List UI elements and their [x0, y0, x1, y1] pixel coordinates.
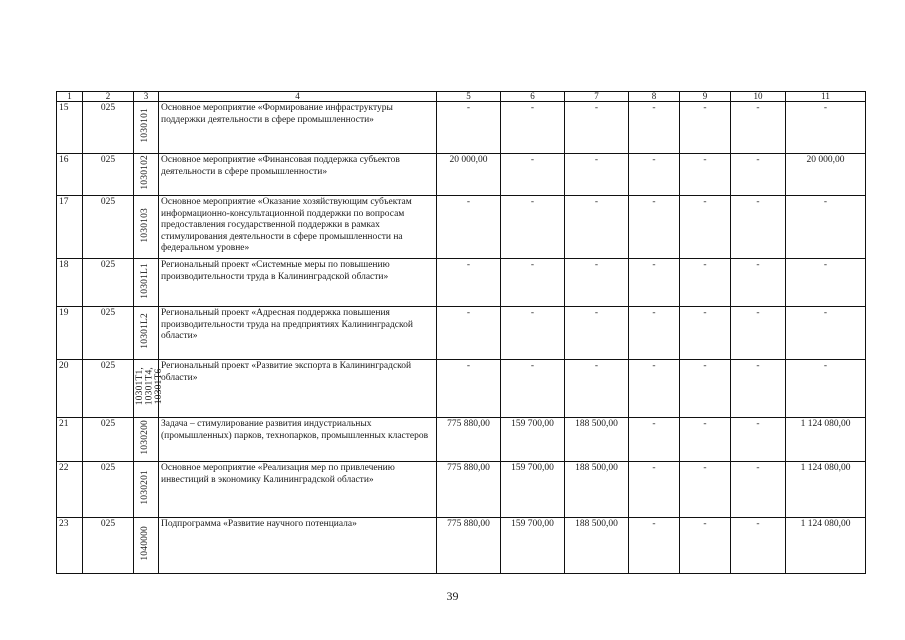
- row-value-cell: -: [786, 102, 866, 154]
- row-description: Основное мероприятие «Оказание хозяйствующим субъектам информационно-консультационной поддержки по вопросам предоставления государственной поддержки в рамках стимулирования деятельности в сфере промышленности на федеральном уровне»: [159, 196, 437, 259]
- column-header: 8: [629, 92, 680, 102]
- row-description: Основное мероприятие «Формирование инфраструктуры поддержки деятельности в сфере промышленности»: [159, 102, 437, 154]
- budget-table: [56, 91, 866, 574]
- row-value-cell: -: [731, 307, 786, 360]
- page-number: 39: [446, 589, 459, 603]
- row-value-cell: -: [629, 307, 680, 360]
- classification-code-text: 1040000: [140, 526, 151, 561]
- row-value-cell: -: [501, 196, 565, 259]
- row-group-code: 025: [83, 518, 134, 574]
- row-classification-code: [134, 462, 159, 518]
- row-value-cell: -: [629, 418, 680, 462]
- column-header: 7: [565, 92, 629, 102]
- row-value-cell: -: [565, 307, 629, 360]
- row-value-cell: -: [731, 518, 786, 574]
- row-value-cell: 1 124 080,00: [786, 418, 866, 462]
- column-header-row: [57, 92, 866, 102]
- row-value-cell: -: [786, 307, 866, 360]
- row-number: 20: [57, 360, 83, 418]
- table-row: [57, 518, 866, 574]
- row-value-cell: -: [786, 360, 866, 418]
- row-classification-code: [134, 307, 159, 360]
- row-value-cell: -: [680, 154, 731, 196]
- classification-code-text: 1030102: [140, 155, 151, 190]
- table-row: [57, 307, 866, 360]
- row-value-cell: -: [501, 259, 565, 307]
- row-value-cell: -: [629, 102, 680, 154]
- row-classification-code: [134, 360, 164, 418]
- table-body: [57, 92, 866, 574]
- classification-code-text: 10301L2: [140, 313, 151, 349]
- row-group-code: 025: [83, 154, 134, 196]
- table-row: [57, 360, 866, 418]
- row-value-cell: -: [501, 102, 565, 154]
- row-value-cell: -: [731, 418, 786, 462]
- row-number: 18: [57, 259, 83, 307]
- row-description: Основное мероприятие «Финансовая поддержка субъектов деятельности в сфере промышленности»: [159, 154, 437, 196]
- row-description: Подпрограмма «Развитие научного потенциала»: [159, 518, 437, 574]
- row-classification-code: [134, 196, 159, 259]
- row-group-code: 025: [83, 418, 134, 462]
- classification-code-text: 10301L1: [140, 262, 151, 299]
- row-description: Основное мероприятие «Реализация мер по привлечению инвестиций в экономику Калининградской области»: [159, 462, 437, 518]
- row-value-cell: -: [565, 196, 629, 259]
- row-value-cell: -: [786, 259, 866, 307]
- row-value-cell: -: [731, 102, 786, 154]
- classification-code-text: 10301T1, 10301T4, 10301T6: [135, 367, 164, 406]
- row-number: 19: [57, 307, 83, 360]
- row-value-cell: 188 500,00: [565, 462, 629, 518]
- row-value-cell: -: [437, 102, 501, 154]
- row-value-cell: -: [786, 196, 866, 259]
- row-value-cell: 159 700,00: [501, 518, 565, 574]
- row-value-cell: 188 500,00: [565, 418, 629, 462]
- row-value-cell: -: [680, 360, 731, 418]
- classification-code-text: 1030101: [140, 107, 151, 143]
- column-header: 6: [501, 92, 565, 102]
- row-value-cell: 1 124 080,00: [786, 518, 866, 574]
- row-value-cell: -: [680, 418, 731, 462]
- classification-code-text: 1030103: [140, 207, 151, 243]
- row-number: 16: [57, 154, 83, 196]
- column-header: 5: [437, 92, 501, 102]
- row-classification-code: [134, 259, 159, 307]
- table-row: [57, 154, 866, 196]
- row-value-cell: -: [680, 307, 731, 360]
- row-number: 21: [57, 418, 83, 462]
- row-classification-code: [134, 102, 159, 154]
- row-number: 17: [57, 196, 83, 259]
- table-row: [57, 462, 866, 518]
- column-header: 1: [57, 92, 83, 102]
- row-group-code: 025: [83, 360, 134, 418]
- row-classification-code: [134, 154, 159, 196]
- row-group-code: 025: [83, 102, 134, 154]
- row-value-cell: -: [565, 154, 629, 196]
- row-group-code: 025: [83, 259, 134, 307]
- row-group-code: 025: [83, 462, 134, 518]
- row-value-cell: -: [680, 518, 731, 574]
- row-value-cell: -: [437, 360, 501, 418]
- table-row: [57, 102, 866, 154]
- row-value-cell: -: [437, 307, 501, 360]
- classification-code-text: 1030200: [140, 420, 151, 455]
- row-value-cell: -: [629, 196, 680, 259]
- row-value-cell: 1 124 080,00: [786, 462, 866, 518]
- row-value-cell: -: [629, 360, 680, 418]
- row-value-cell: -: [731, 196, 786, 259]
- row-group-code: 025: [83, 307, 134, 360]
- row-value-cell: -: [437, 196, 501, 259]
- row-value-cell: 775 880,00: [437, 462, 501, 518]
- row-description: Региональный проект «Системные меры по повышению производительности труда в Калининградской области»: [159, 259, 437, 307]
- row-value-cell: -: [731, 462, 786, 518]
- row-value-cell: -: [565, 360, 629, 418]
- row-group-code: 025: [83, 196, 134, 259]
- column-header: 9: [680, 92, 731, 102]
- row-number: 22: [57, 462, 83, 518]
- row-value-cell: 188 500,00: [565, 518, 629, 574]
- row-value-cell: -: [680, 102, 731, 154]
- row-value-cell: 775 880,00: [437, 418, 501, 462]
- row-value-cell: -: [565, 102, 629, 154]
- row-value-cell: -: [629, 154, 680, 196]
- row-value-cell: -: [501, 360, 565, 418]
- row-value-cell: -: [629, 518, 680, 574]
- row-value-cell: -: [629, 259, 680, 307]
- table-row: [57, 418, 866, 462]
- row-value-cell: -: [680, 259, 731, 307]
- classification-code-text: 1030201: [140, 470, 151, 505]
- column-header: 4: [159, 92, 437, 102]
- row-value-cell: -: [731, 154, 786, 196]
- column-header: 10: [731, 92, 786, 102]
- row-value-cell: 20 000,00: [786, 154, 866, 196]
- row-number: 15: [57, 102, 83, 154]
- row-description: Региональный проект «Адресная поддержка повышения производительности труда на предприятиях Калининградской области»: [159, 307, 437, 360]
- row-classification-code: [134, 518, 159, 574]
- row-value-cell: 775 880,00: [437, 518, 501, 574]
- table-row: [57, 196, 866, 259]
- column-header: 2: [83, 92, 134, 102]
- row-value-cell: 20 000,00: [437, 154, 501, 196]
- row-value-cell: -: [501, 154, 565, 196]
- row-value-cell: 159 700,00: [501, 418, 565, 462]
- column-header: 3: [134, 92, 159, 102]
- row-description: Задача – стимулирование развития индустриальных (промышленных) парков, технопарков, промышленных кластеров: [159, 418, 437, 462]
- row-classification-code: [134, 418, 159, 462]
- row-value-cell: -: [731, 360, 786, 418]
- row-value-cell: -: [501, 307, 565, 360]
- row-value-cell: 159 700,00: [501, 462, 565, 518]
- row-value-cell: -: [680, 196, 731, 259]
- row-value-cell: -: [565, 259, 629, 307]
- row-value-cell: -: [629, 462, 680, 518]
- column-header: 11: [786, 92, 866, 102]
- row-number: 23: [57, 518, 83, 574]
- row-description: Региональный проект «Развитие экспорта в Калининградской области»: [159, 360, 437, 418]
- row-value-cell: -: [731, 259, 786, 307]
- row-value-cell: -: [680, 462, 731, 518]
- table-row: [57, 259, 866, 307]
- row-value-cell: -: [437, 259, 501, 307]
